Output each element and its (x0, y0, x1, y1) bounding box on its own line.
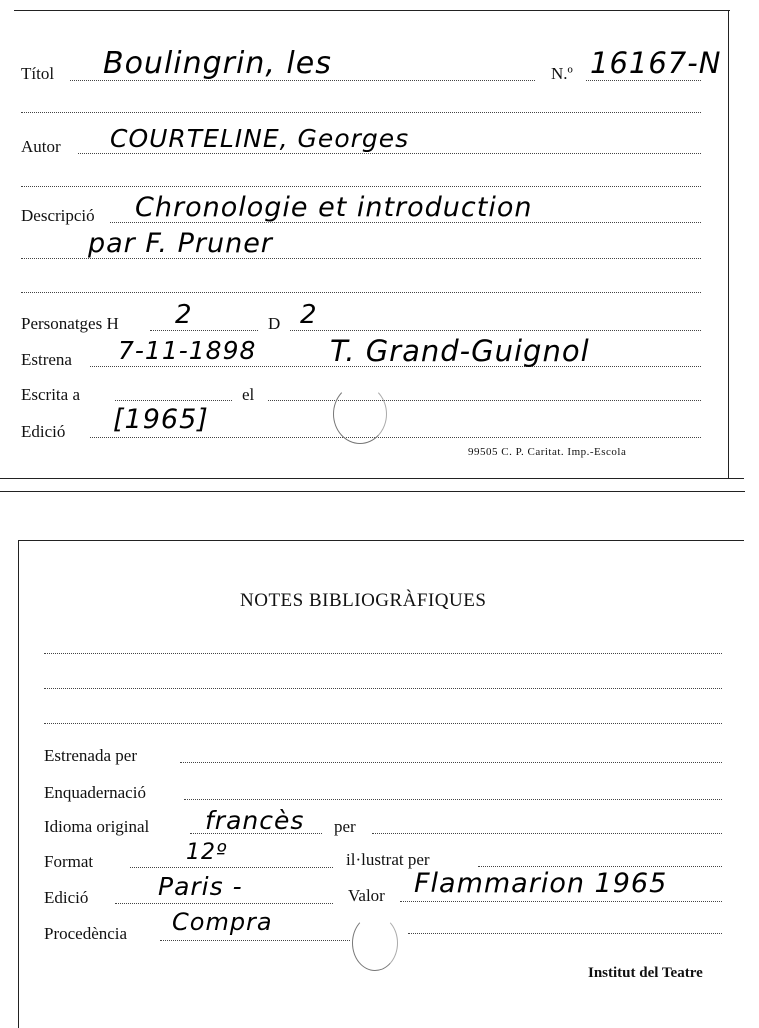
blank-line-2 (21, 186, 701, 187)
personatges-d-dots (290, 330, 701, 331)
format-label: Format (44, 852, 94, 871)
format-value: 12º (186, 840, 228, 865)
numero-value: 16167-N (590, 46, 722, 80)
valor-value: Flammarion 1965 (414, 868, 668, 899)
card-back-left-border (18, 540, 19, 1028)
format-dots (130, 867, 333, 868)
estrenada-label: Estrenada per (44, 746, 137, 765)
card-front-right-border (728, 10, 729, 478)
el-label: el (242, 385, 255, 404)
personatges-h-value: 2 (175, 300, 193, 330)
card-front-top-border (14, 10, 730, 11)
procedencia-dots (160, 940, 350, 941)
autor-label: Autor (21, 137, 61, 156)
personatges-h-dots (150, 330, 258, 331)
notes-heading: NOTES BIBLIOGRÀFIQUES (240, 590, 487, 611)
personatges-d-label: D (268, 314, 281, 333)
procedencia-value: Compra (172, 908, 273, 936)
descripcio-line2: par F. Pruner (88, 228, 273, 259)
descripcio-line1: Chronologie et introduction (135, 192, 533, 223)
numero-dots (586, 80, 701, 81)
edicio2-dots (115, 903, 333, 904)
punch-hole-mark (333, 384, 387, 444)
enquadernacio-label: Enquadernació (44, 783, 146, 802)
per-dots (372, 833, 722, 834)
estrena-date: 7-11-1898 (118, 336, 257, 365)
el-dots (268, 400, 701, 401)
card-back-top-border (18, 540, 744, 541)
blank-line-1 (21, 112, 701, 113)
edicio2-value: Paris - (158, 872, 243, 901)
edicio-label: Edició (21, 422, 66, 441)
escrita-label: Escrita a (21, 385, 80, 404)
idioma-value: francès (205, 806, 305, 835)
blank-line-3 (21, 292, 701, 293)
autor-value: COURTELINE, Georges (110, 124, 410, 153)
titol-value: Boulingrin, les (103, 46, 332, 81)
descripcio-label: Descripció (21, 206, 95, 225)
card-front-bottom-border-2 (0, 491, 745, 492)
per-label: per (334, 817, 356, 836)
procedencia-label: Procedència (44, 924, 128, 943)
personatges-label: Personatges H (21, 314, 119, 333)
numero-label: N.º (551, 64, 573, 83)
valor-label: Valor (348, 886, 385, 905)
institute-footer: Institut del Teatre (588, 965, 703, 981)
estrena-label: Estrena (21, 350, 72, 369)
personatges-d-value: 2 (300, 300, 318, 330)
notes-line-2 (44, 688, 722, 689)
edicio2-label: Edició (44, 888, 89, 907)
punch-hole-mark-2 (352, 915, 398, 971)
edicio-value: [1965] (113, 404, 209, 435)
estrenada-dots (180, 762, 722, 763)
autor-dots (78, 153, 701, 154)
edicio-dots (90, 437, 701, 438)
idioma-label: Idioma original (44, 817, 150, 836)
illustrat-label: il·lustrat per (346, 850, 430, 869)
printer-imprint: 99505 C. P. Caritat. Imp.-Escola (468, 446, 627, 458)
illustrat-dots (478, 866, 722, 867)
card-front-bottom-border (0, 478, 744, 479)
procedencia-dots-2 (408, 933, 722, 934)
notes-line-3 (44, 723, 722, 724)
estrena-place: T. Grand-Guignol (330, 334, 590, 368)
escrita-dots (115, 400, 232, 401)
notes-line-1 (44, 653, 722, 654)
valor-dots (400, 901, 722, 902)
enquadernacio-dots (184, 799, 722, 800)
titol-label: Títol (21, 64, 55, 83)
